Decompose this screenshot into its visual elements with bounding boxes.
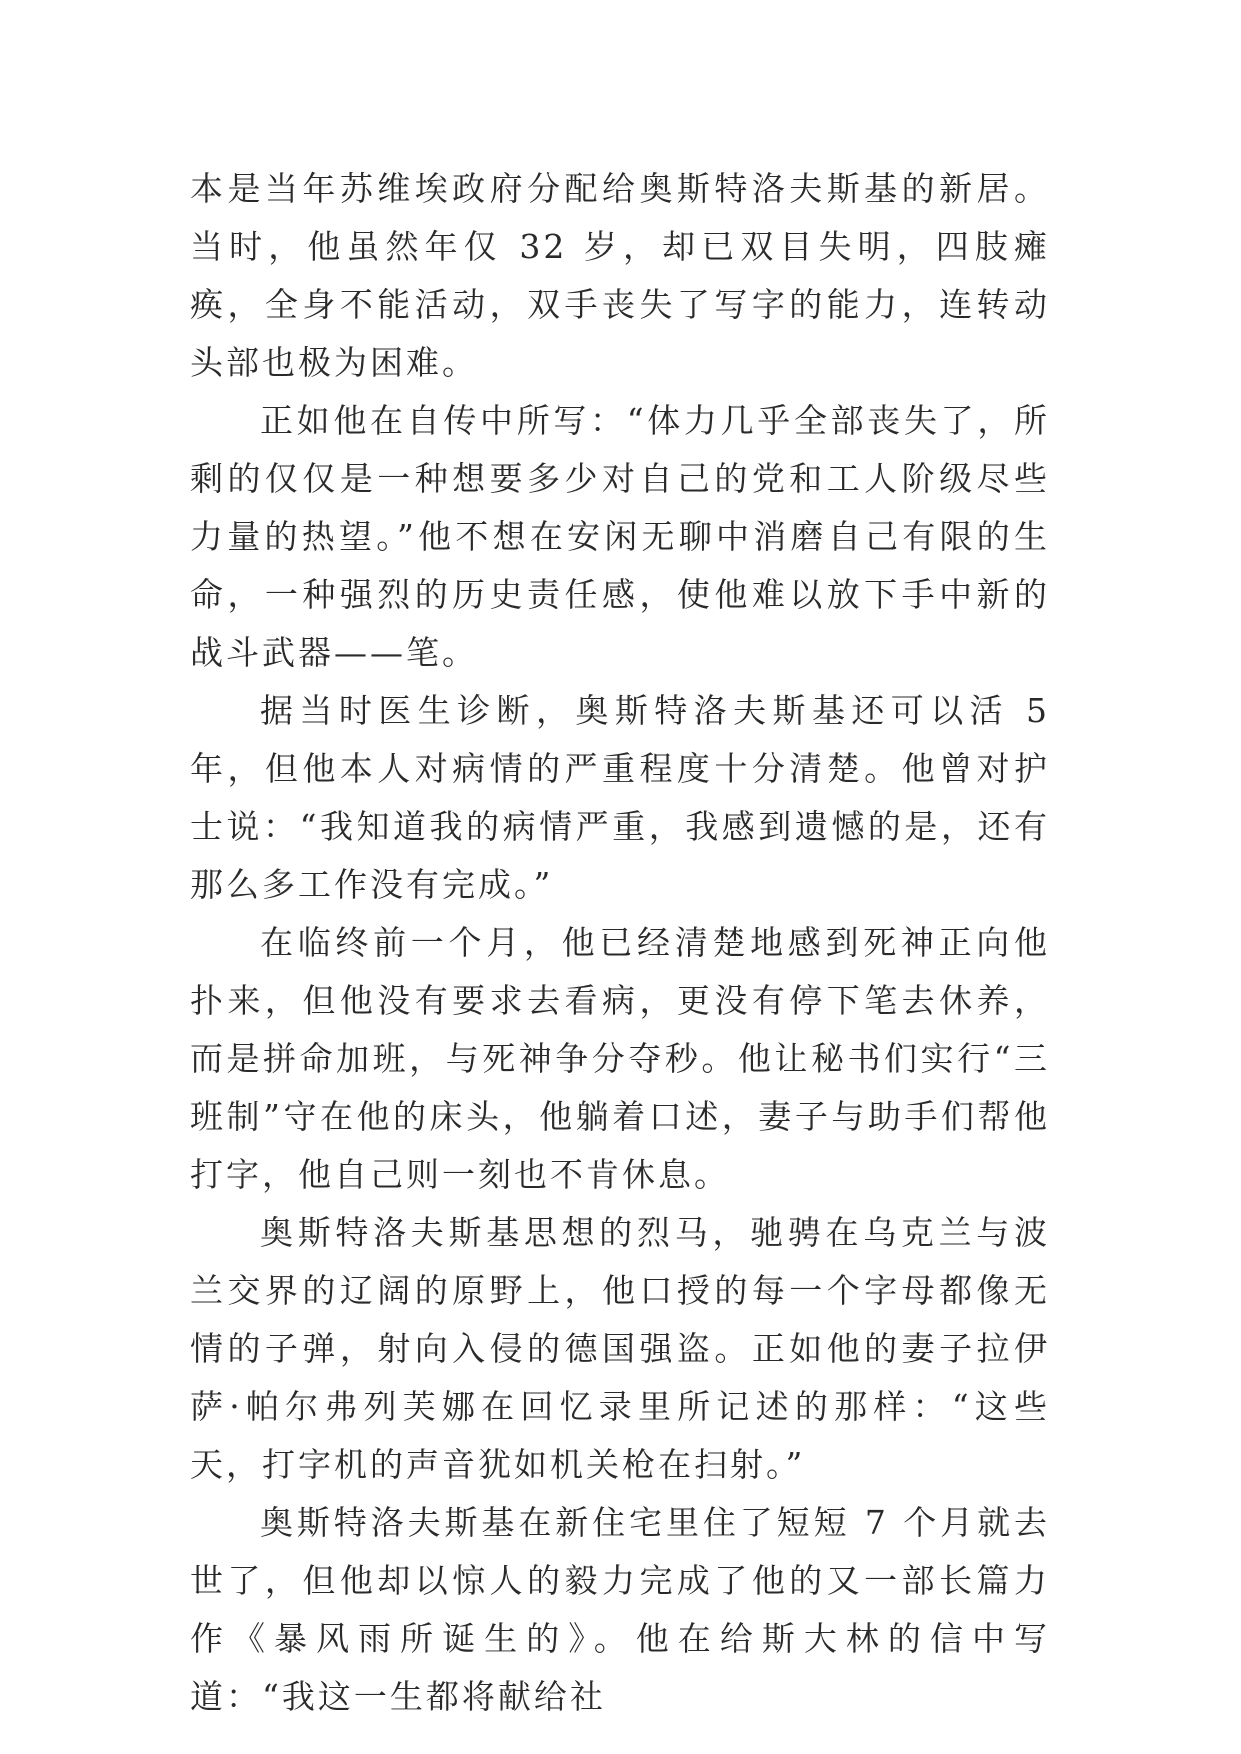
paragraph-4: 在临终前一个月，他已经清楚地感到死神正向他扑来，但他没有要求去看病，更没有停下笔去休养，而是拼命加班，与死神争分夺秒。他让秘书们实行“三班制”守在他的床头，他躺着口述，妻子与助手们帮他打字，他自己则一刻也不肯休息。 — [190, 923, 1050, 1194]
paragraph-1: 本是当年苏维埃政府分配给奥斯特洛夫斯基的新居。当时，他虽然年仅 32 岁，却已双目失明，四肢瘫痪，全身不能活动，双手丧失了写字的能力，连转动头部也极为困难。 — [190, 169, 1050, 382]
paragraph-2: 正如他在自传中所写：“体力几乎全部丧失了，所剩的仅仅是一种想要多少对自己的党和工人阶级尽些力量的热望。”他不想在安闲无聊中消磨自己有限的生命，一种强烈的历史责任感，使他难以放下手中新的战斗武器——笔。 — [190, 401, 1050, 672]
paragraph-5: 奥斯特洛夫斯基思想的烈马，驰骋在乌克兰与波兰交界的辽阔的原野上，他口授的每一个字母都像无情的子弹，射向入侵的德国强盗。正如他的妻子拉伊萨·帕尔弗列芙娜在回忆录里所记述的那样：“这些天，打字机的声音犹如机关枪在扫射。” — [190, 1213, 1050, 1484]
paragraph-6: 奥斯特洛夫斯基在新住宅里住了短短 7 个月就去世了，但他却以惊人的毅力完成了他的又一部长篇力作《暴风雨所诞生的》。他在给斯大林的信中写道：“我这一生都将献给社 — [190, 1503, 1050, 1716]
document-body — [190, 160, 1050, 1726]
paragraph-3: 据当时医生诊断，奥斯特洛夫斯基还可以活 5 年，但他本人对病情的严重程度十分清楚。他曾对护士说：“我知道我的病情严重，我感到遗憾的是，还有那么多工作没有完成。” — [190, 691, 1050, 904]
